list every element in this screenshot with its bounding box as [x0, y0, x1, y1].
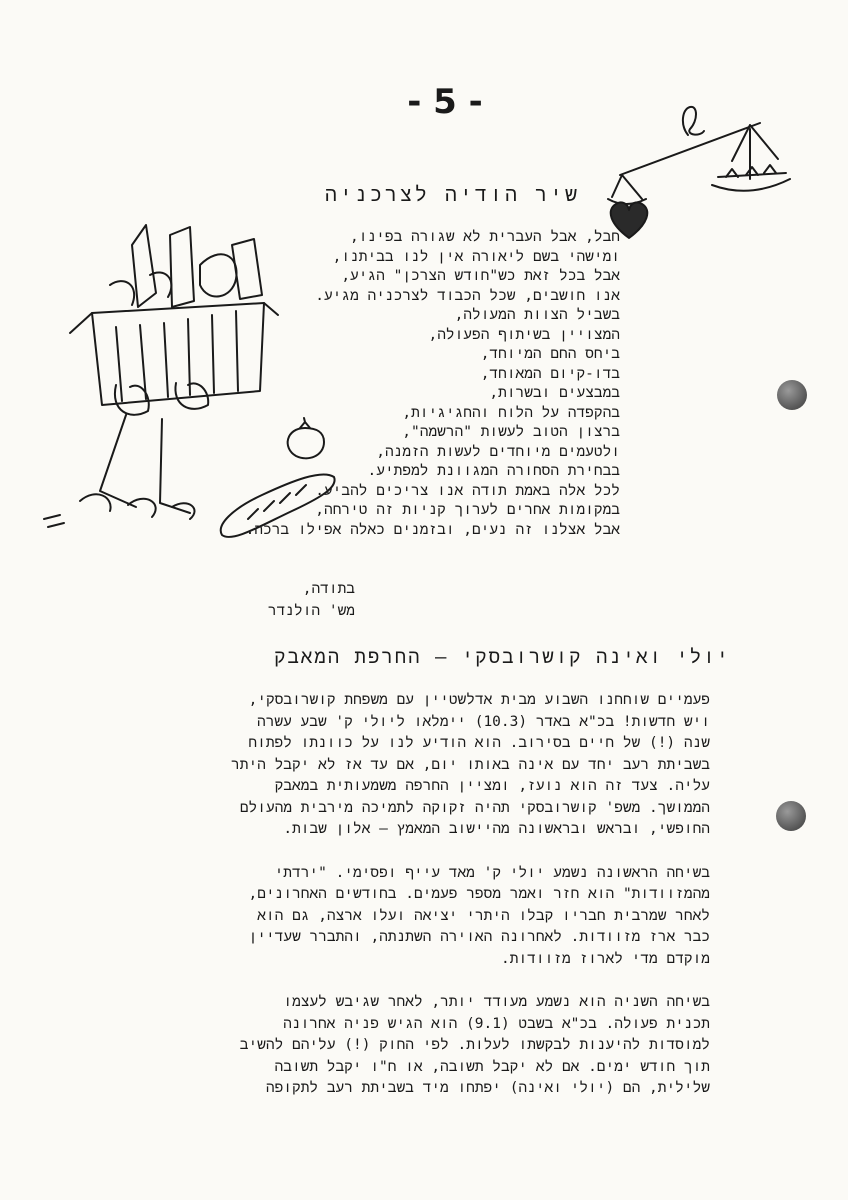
article-line: שנה (!) של חיים בסירוב. הוא הודיע לנו על כוונתו לפתוח	[248, 735, 710, 751]
article-line: כבר ארז מזוודות. לאחרונה האוירה השתנתה, והתברר שעדיין	[248, 929, 710, 945]
article-paragraph	[180, 690, 710, 841]
article-paragraph	[180, 992, 710, 1100]
poem-line: בשביל הצוות המעולה,	[454, 307, 620, 323]
article-line: עליה. צעד זה הוא נועז, ומציין החרפה משמעותית במאבק	[274, 778, 710, 794]
page-number: - 5 -	[407, 82, 483, 122]
poem-body	[245, 228, 620, 540]
poem-line: ברצון הטוב לעשות "הרשמה",	[402, 424, 620, 440]
article-line: פעמיים שוחחנו השבוע מבית אדלשטיין עם משפחת קושרובסקי,	[248, 692, 710, 708]
binder-hole-bottom	[776, 801, 806, 831]
article-line: תוך חודש ימים. אם לא יקבל תשובה, או ח"ו יקבל תשובה	[274, 1058, 710, 1075]
poem-line: חבל, אבל העברית לא שגורה בפינו,	[350, 229, 620, 245]
article-line: מוקדם מדי לארוז מזוודות.	[501, 950, 710, 967]
binder-hole-top	[777, 380, 807, 410]
poem-line: אנו חושבים, שכל הכבוד לצרכניה מגיע.	[315, 287, 620, 304]
signature-line: בתודה,	[302, 581, 355, 597]
poem-title: שיר הודיה לצרכניה	[324, 182, 580, 206]
poem-line: אבל בכל זאת כש"חודש הצרכן" הגיע,	[341, 268, 620, 284]
signature-line: מש' הולנדר	[267, 603, 355, 619]
poem-line: לכל אלה באמת תודה אנו צריכים להביע.	[315, 482, 620, 499]
poem-line: בבחירת הסחורה המגוונת למפתיע.	[367, 463, 620, 479]
article-line: שלילית, הם (יולי ואינה) יפתחו מיד בשביתת רעב לתקופה	[265, 1080, 710, 1096]
article-line: בשיחה השניה הוא נשמע מעודד יותר, לאחר שגיבש לעצמו	[283, 994, 710, 1010]
poem-line: בהקפדה על הלוח והחגיגיות,	[402, 404, 620, 421]
poem-line: במבצעים ובשרות,	[489, 385, 620, 401]
poem-signature	[200, 578, 355, 622]
poem-line: ולטעמים מיוחדים לעשות הזמנה,	[376, 443, 620, 460]
article-body	[180, 690, 710, 1122]
article-line: לאחר שמרבית חבריו קבלו היתרי יציאה ועלו ארצה, גם הוא	[257, 907, 710, 924]
poem-line: במקומות אחרים לערוך קניות זה טירחה,	[315, 502, 620, 518]
article-line: תכנית פעולה. בכ"א בשבט (9.1) הוא הגיש פניה אחרונה	[283, 1015, 710, 1032]
article-title: יולי ואינה קושרובסקי — החרפת המאבק	[274, 646, 730, 668]
poem-line: ביחס החם המיוחד,	[480, 346, 620, 362]
article-line: החופשי, ובראש ובראשונה מהיישוב המאמץ – אלון שבות.	[283, 821, 710, 837]
article-line: הממושך. משפ' קושרובסקי תהיה זקוקה לתמיכה מירבית מהעולם	[239, 799, 710, 816]
article-line: בשביתת רעב יחד עם אינה באותו יום, אם עד אז לא יקבל היתר	[231, 756, 710, 773]
article-paragraph	[180, 863, 710, 971]
poem-line: אבל אצלנו זה נעים, ובזמנים כאלה אפילו ברכה.	[245, 521, 620, 538]
article-line: בשיחה הראשונה נשמע יולי ק' מאד עייף ופסימי. "ירדתי	[274, 864, 710, 881]
poem-line: בדו-קיום המאוחד,	[480, 365, 620, 382]
poem-line: המצויין בשיתוף הפעולה,	[428, 326, 620, 343]
article-line: מהמזוודות" הוא חזר ואמר מספר פעמים. בחודשים האחרונים,	[248, 886, 710, 902]
poem-line: ומישהי בשם ליאורה אין לנו בביתנו,	[332, 248, 620, 265]
article-line: ויש חדשות! בכ"א באדר (10.3) יימלאו ליולי ק' שבע עשרה	[257, 713, 710, 730]
article-line: למוסדות להיענות לבקשתו לעלות. לפי החוק (!) עליהם להשיב	[239, 1037, 710, 1053]
